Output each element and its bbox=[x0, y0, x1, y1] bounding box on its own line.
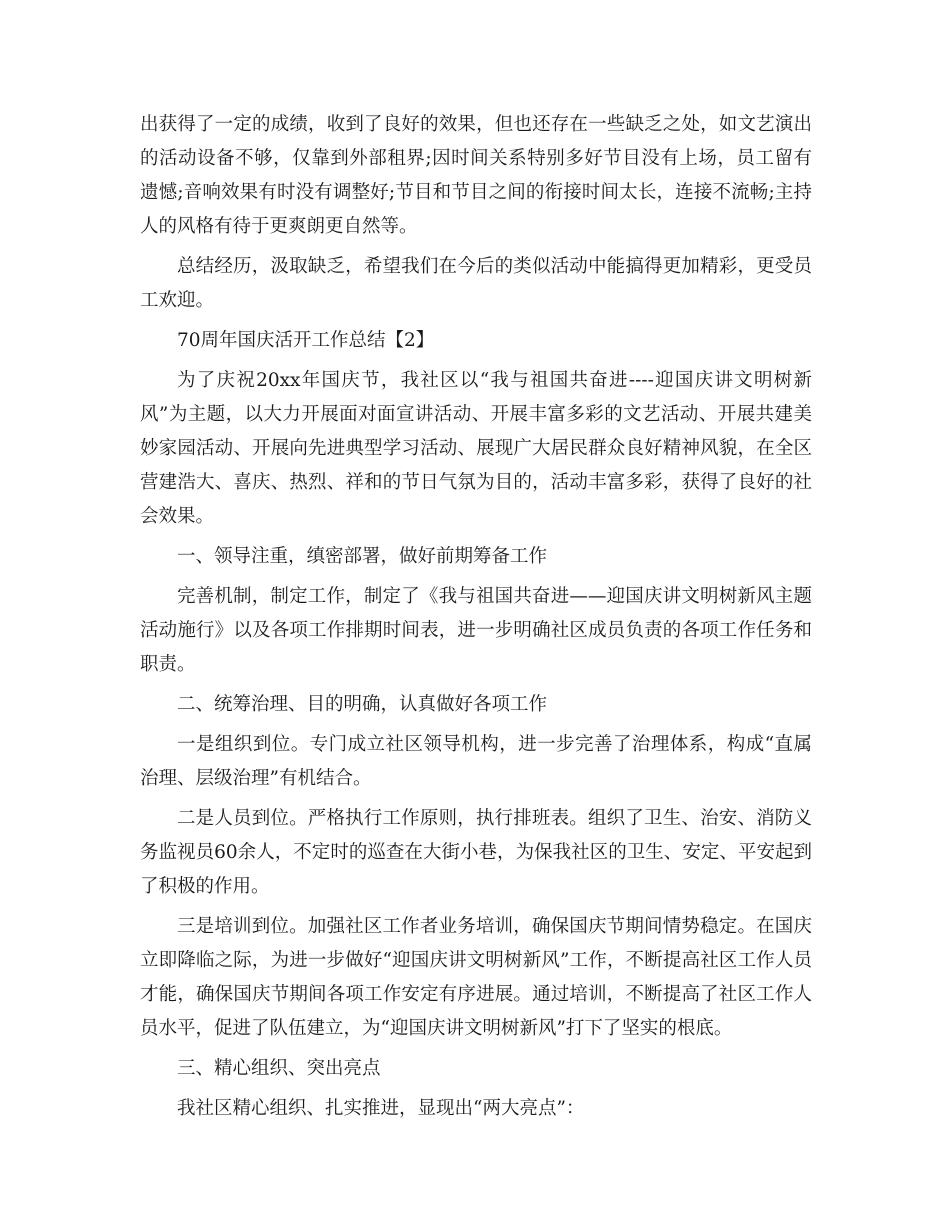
paragraph-intro: 为了庆祝20xx年国庆节，我社区以“我与祖国共奋进----迎国庆讲文明树新风”为主题，以大力开展面对面宣讲活动、开展丰富多彩的文艺活动、开展共建美妙家园活动、开展向先进典型学习活动、展现广大居民群众良好精神风貌，在全区营建浩大、喜庆、热烈、祥和的节日气氛为目的，活动丰富多彩，获得了良好的社会效果。 bbox=[140, 370, 812, 527]
paragraph-training: 三是培训到位。加强社区工作者业务培训，确保国庆节期间情势稳定。在国庆立即降临之际，为进一步做好“迎国庆讲文明树新风”工作，不断提高社区工作人员才能，确保国庆节期间各项工作安定有序进展。通过培训，不断提高了社区工作人员水平，促进了队伍建立，为“迎国庆讲文明树新风”打下了坚实的根底。 bbox=[140, 916, 812, 1039]
paragraph-summary: 总结经历，汲取缺乏，希望我们在今后的类似活动中能搞得更加精彩，更受员工欢迎。 bbox=[140, 256, 812, 311]
heading-one: 一、领导注重，缜密部署，做好前期筹备工作 bbox=[177, 546, 548, 567]
heading-three: 三、精心组织、突出亮点 bbox=[177, 1058, 381, 1079]
paragraph-mechanism: 完善机制，制定工作，制定了《我与祖国共奋进——迎国庆讲文明树新风主题活动施行》以及各项工作排期时间表，进一步明确社区成员负责的各项工作任务和职责。 bbox=[140, 586, 812, 675]
section-title: 70周年国庆活开工作总结【2】 bbox=[177, 330, 435, 351]
paragraph-organization: 一是组织到位。专门成立社区领导机构，进一步完善了治理体系，构成“直属治理、层级治理”有机结合。 bbox=[140, 734, 812, 789]
paragraph-continuation: 出获得了一定的成绩，收到了良好的效果，但也还存在一些缺乏之处，如文艺演出的活动设备不够，仅靠到外部租界;因时间关系特别多好节目没有上场，员工留有遗憾;音响效果有时没有调整好;节目和节目之间的衔接时间太长，连接不流畅;主持人的风格有待于更爽朗更自然等。 bbox=[140, 114, 812, 237]
paragraph-personnel: 二是人员到位。严格执行工作原则，执行排班表。组织了卫生、治安、消防义务监视员60余人，不定时的巡查在大街小巷，为保我社区的卫生、安定、平安起到了积极的作用。 bbox=[140, 808, 812, 897]
paragraph-highlights: 我社区精心组织、扎实推进，显现出“两大亮点”： bbox=[177, 1098, 585, 1119]
heading-two: 二、统筹治理、目的明确，认真做好各项工作 bbox=[177, 694, 548, 715]
